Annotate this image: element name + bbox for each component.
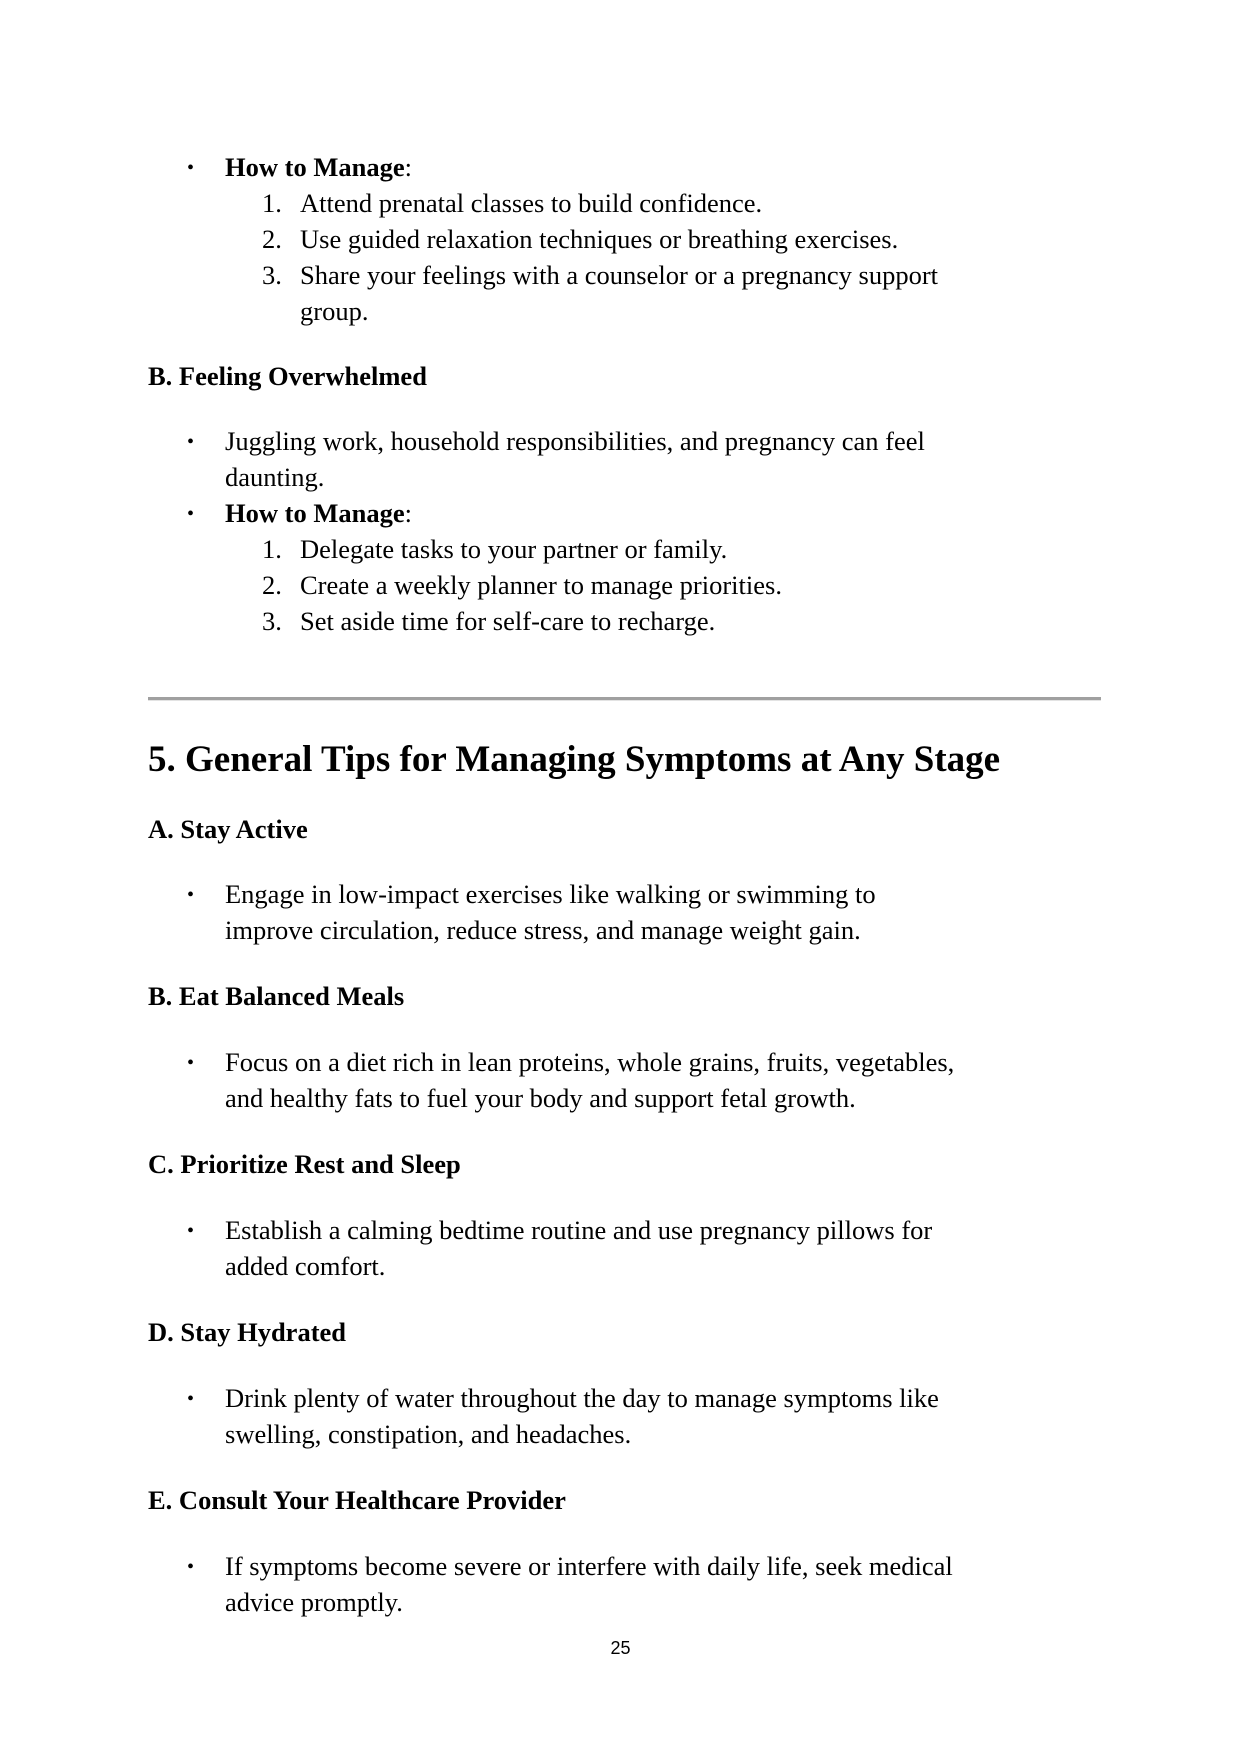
horizontal-divider [148,697,1101,701]
bullet-text: Focus on a diet rich in lean proteins, whole grains, fruits, vegetables, [225,1047,955,1077]
subheading-eat-balanced-meals: B. Eat Balanced Meals [148,981,405,1011]
subheading-stay-hydrated: D. Stay Hydrated [148,1317,347,1347]
bullet-text: Engage in low-impact exercises like walking or swimming to [225,879,876,909]
bullet-icon: • [187,1556,195,1578]
bullet-icon: • [187,157,195,179]
step-number: 2. [262,224,282,254]
section-title: 5. General Tips for Managing Symptoms at Any Stage [148,739,1001,780]
step-item: Create a weekly planner to manage priorities. [300,570,782,600]
bullet-text-continuation: daunting. [225,462,325,492]
subheading-prioritize-rest: C. Prioritize Rest and Sleep [148,1149,461,1179]
bullet-icon: • [187,1052,195,1074]
step-item: Delegate tasks to your partner or family. [300,534,728,564]
step-item-continuation: group. [300,296,369,326]
bullet-text-continuation: improve circulation, reduce stress, and manage weight gain. [225,915,861,945]
step-number: 1. [262,534,282,564]
bullet-icon: • [187,884,195,906]
step-item: Share your feelings with a counselor or a pregnancy support [300,260,939,290]
bullet-text: Juggling work, household responsibilities, and pregnancy can feel [225,426,925,456]
bullet-text-continuation: swelling, constipation, and headaches. [225,1419,632,1449]
bullet-text: If symptoms become severe or interfere with daily life, seek medical [225,1551,953,1581]
step-item: Set aside time for self-care to recharge. [300,606,716,636]
how-to-manage-label: How to Manage: [225,152,412,182]
bullet-text-continuation: added comfort. [225,1251,386,1281]
step-number: 3. [262,260,282,290]
page-number: 25 [610,1638,631,1658]
bullet-text-continuation: advice promptly. [225,1587,403,1617]
step-item: Attend prenatal classes to build confidence. [300,188,763,218]
step-item: Use guided relaxation techniques or breathing exercises. [300,224,899,254]
bullet-icon: • [187,1220,195,1242]
bullet-text: Drink plenty of water throughout the day to manage symptoms like [225,1383,939,1413]
how-to-manage-label: How to Manage: [225,498,412,528]
bullet-icon: • [187,1388,195,1410]
bullet-text-continuation: and healthy fats to fuel your body and support fetal growth. [225,1083,856,1113]
bullet-icon: • [187,431,195,453]
step-number: 2. [262,570,282,600]
step-number: 3. [262,606,282,636]
bullet-text: Establish a calming bedtime routine and use pregnancy pillows for [225,1215,933,1245]
subheading-stay-active: A. Stay Active [148,814,308,844]
subheading-consult-provider: E. Consult Your Healthcare Provider [148,1485,566,1515]
subheading-feeling-overwhelmed: B. Feeling Overwhelmed [148,361,427,391]
bullet-icon: • [187,503,195,525]
step-number: 1. [262,188,282,218]
